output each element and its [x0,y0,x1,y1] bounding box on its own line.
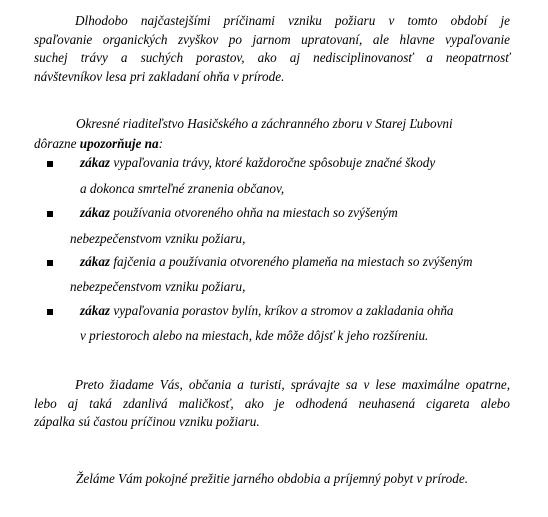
prohibition-item-3-continuation: nebezpečenstvom vzniku požiaru, [70,279,246,294]
notice-suffix: : [158,136,163,151]
intro-line-3: suchej trávy a suchých porastov, ako aj nedisciplinovanosť a neopatrnosť [34,50,510,65]
appeal-line-2: lebo aj taká zdanlivá maličkosť, ako je odhodená neuhasená cigareta alebo [34,395,510,411]
bullet-icon [47,309,53,315]
intro-line-4: návštevníkov lesa pri zakladaní ohňa v prírode. [34,68,285,84]
prohibition-text: fajčenia a používania otvoreného plameňa na miestach so zvýšeným [110,254,473,269]
notice-emphasis: upozorňuje na [79,136,159,151]
prohibition-keyword: zákaz [80,205,111,220]
prohibition-keyword: zákaz [80,303,111,318]
prohibition-item-2 [80,205,398,221]
prohibition-text: vypaľovania porastov bylín, kríkov a stromov a zakladania ohňa [110,303,454,318]
prohibition-item-1 [80,155,435,171]
intro-line-2: spaľovanie organických zvyškov po jarnom upratovaní, ale hlavne vypaľovanie [34,31,510,47]
bullet-icon [47,211,53,217]
prohibition-item-4 [80,303,454,319]
prohibition-item-3 [80,254,473,270]
prohibition-item-2-continuation: nebezpečenstvom vzniku požiaru, [70,231,246,246]
prohibition-item-4-continuation: v priestoroch alebo na miestach, kde môže dôjsť k jeho rozšíreniu. [80,328,429,343]
prohibition-text: používania otvoreného ohňa na miestach so zvýšeným [110,205,398,220]
intro-paragraph [34,12,510,86]
bullet-icon [47,161,53,167]
prohibition-item-1-continuation: a dokonca smrteľné zranenia občanov, [80,181,285,196]
prohibition-keyword: zákaz [80,254,111,269]
prohibition-keyword: zákaz [80,155,111,170]
bullet-icon [47,260,53,266]
prohibition-text: vypaľovania trávy, ktoré každoročne spôsobuje značné škody [110,155,436,170]
closing-wish: Želáme Vám pokojné prežitie jarného obdobia a príjemný pobyt v prírode. [76,471,469,486]
organization-name: Okresné riaditeľstvo Hasičského a záchranného zboru v Starej Ľubovni [76,116,453,131]
intro-line-1: Dlhodobo najčastejšími príčinami vzniku požiaru v tomto období je [75,13,510,28]
appeal-paragraph [34,376,510,432]
appeal-line-3: zápalka sú častou príčinou vzniku požiaru. [34,414,260,429]
appeal-line-1: Preto žiadame Vás, občania a turisti, správajte sa v lese maximálne opatrne, [75,377,510,392]
notice-line [34,136,163,152]
notice-prefix: dôrazne [34,136,80,151]
